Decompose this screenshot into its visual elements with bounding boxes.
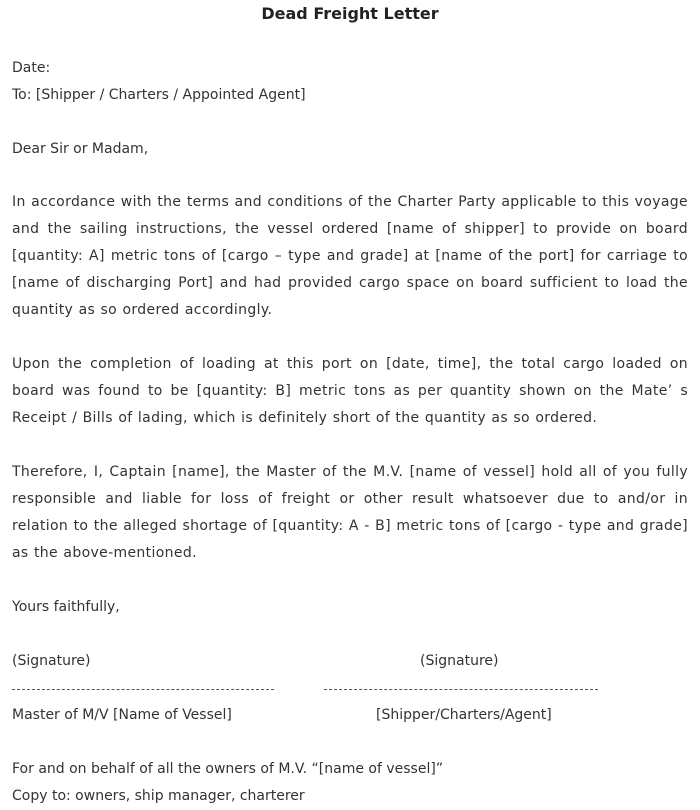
- signature-left-label: (Signature): [12, 653, 91, 669]
- copy-to-line: Copy to: owners, ship manager, charterer: [12, 788, 305, 804]
- shipper-label: [Shipper/Charters/Agent]: [376, 707, 552, 723]
- paragraph-loading-shortage: Upon the completion of loading at this port on [date, time], the total cargo loaded on board was found to be [quantity: B] metric tons as per quantity shown on the Mate’ s Receipt / Bills of lading, which is definitely short of the quantity as so ordered.: [12, 356, 688, 426]
- signature-line-left: [12, 689, 274, 690]
- behalf-line: For and on behalf of all the owners of M.V. “[name of vessel]”: [12, 761, 444, 777]
- recipient-line: To: [Shipper / Charters / Appointed Agent]: [12, 87, 306, 103]
- signature-right-label: (Signature): [420, 653, 499, 669]
- closing-line: Yours faithfully,: [12, 599, 120, 615]
- date-label: Date:: [12, 60, 51, 76]
- paragraph-charter-terms: In accordance with the terms and conditions of the Charter Party applicable to this voyage and the sailing instructions, the vessel ordered [name of shipper] to provide on board [quantity: A] metric tons of [cargo – type and grade] at [name of the port] for carriage to [name of discharging Port] and had provided cargo space on board sufficient to load the quantity as so ordered accordingly.: [12, 194, 688, 318]
- master-label: Master of M/V [Name of Vessel]: [12, 707, 232, 723]
- signature-line-right: [324, 689, 598, 690]
- letter-title: Dead Freight Letter: [261, 4, 439, 23]
- paragraph-liability: Therefore, I, Captain [name], the Master of the M.V. [name of vessel] hold all of you fully responsible and liable for loss of freight or other result whatsoever due to and/or in relation to the alleged shortage of [quantity: A - B] metric tons of [cargo - type and grade] as the above-mentioned.: [12, 464, 688, 561]
- salutation: Dear Sir or Madam,: [12, 141, 149, 157]
